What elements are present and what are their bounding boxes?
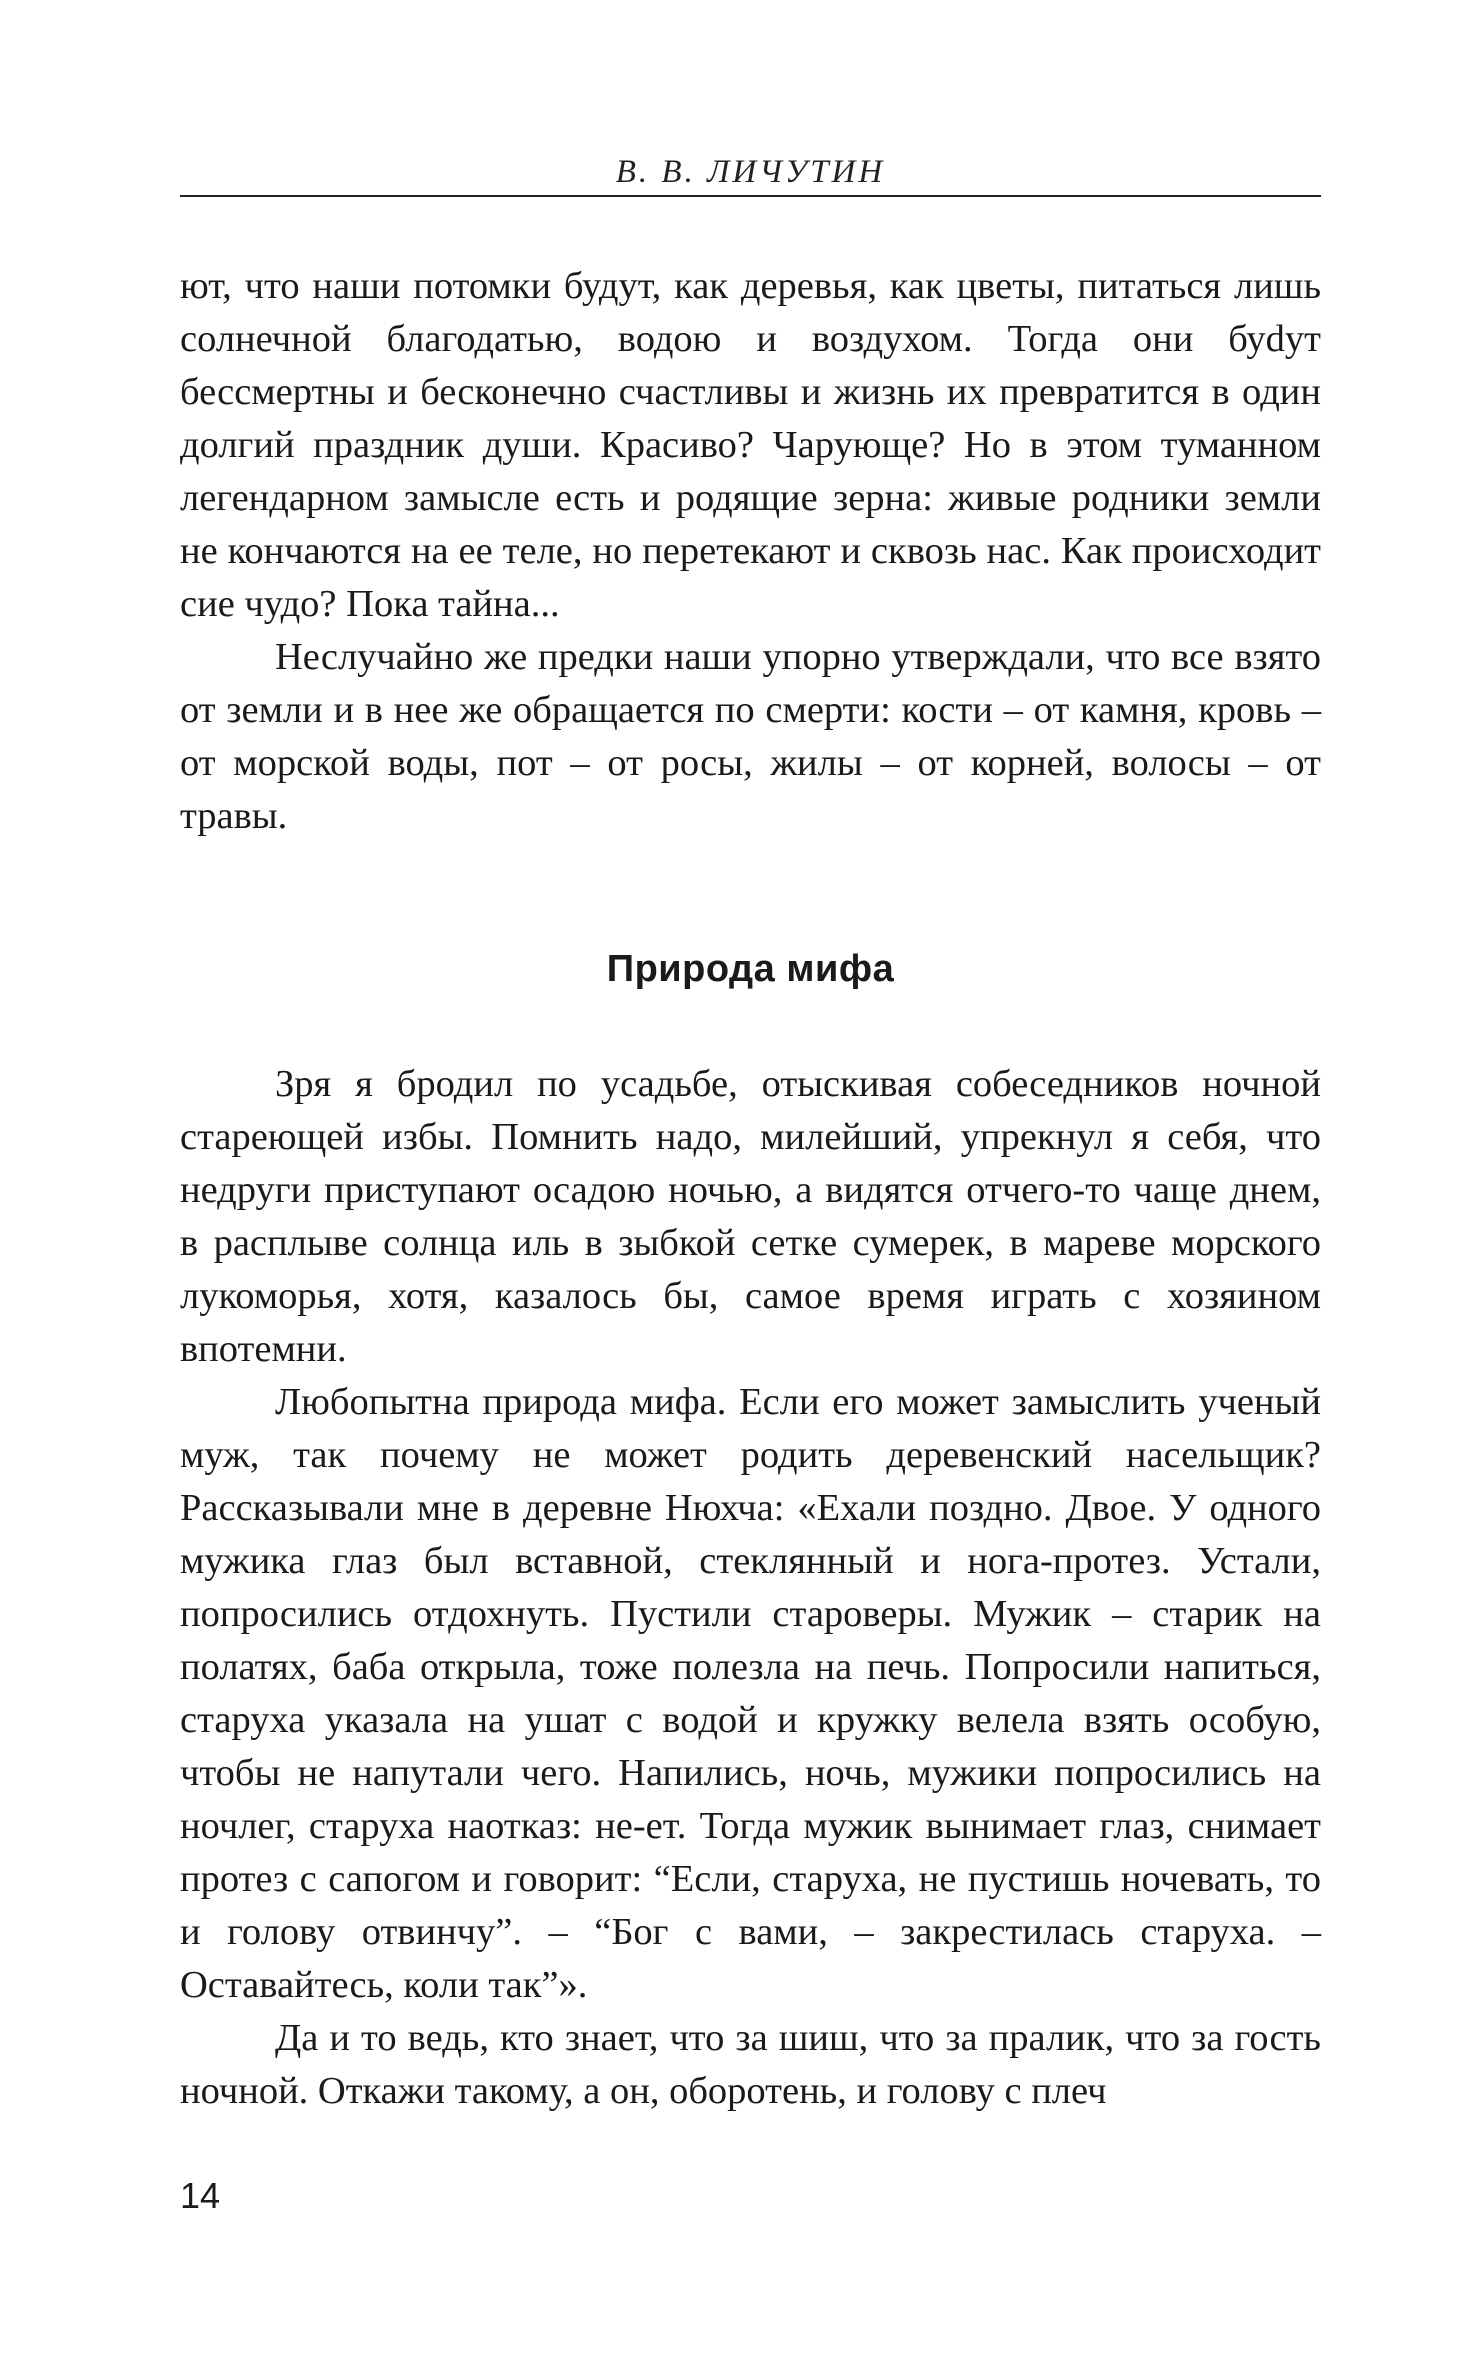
paragraph: Зря я бродил по усадьбе, отыскивая собеседников ночной стареющей избы. Помнить надо, милейший, упрекнул я себя, что недруги приступают осадою ночью, а видятся отчего-то чаще днем, в расплыве солнца иль в зыбкой сетке сумерек, в мареве морского лукоморья, хотя, казалось бы, самое время играть с хозяином впотемни. <box>180 1063 1321 1370</box>
text-block-section <box>180 1058 1321 2118</box>
paragraph: Любопытна природа мифа. Если его может замыслить ученый муж, так почему не может родить деревенский насельщик? Рассказывали мне в деревне Нюхча: «Ехали поздно. Двое. У одного мужика глаз был вставной, стеклянный и нога-протез. Устали, попросились отдохнуть. Пустили староверы. Мужик – старик на полатях, баба открыла, тоже полезла на печь. Попросили напиться, старуха указала на ушат с водой и кружку велела взять особую, чтобы не напутали чего. Напились, ночь, мужики попросились на ночлег, старуха наотказ: не-ет. Тогда мужик вынимает глаз, снимает протез с сапогом и говорит: “Если, старуха, не пустишь ночевать, то и голову отвинчу”. – “Бог с вами, – закрестилась старуха. – Оставайтесь, коли так”». <box>180 1381 1321 2006</box>
section-title: Природа мифа <box>606 948 895 990</box>
page-number: 14 <box>180 2175 221 2216</box>
running-head-author: В. В. ЛИЧУТИН <box>615 154 886 190</box>
header-rule <box>180 195 1321 197</box>
text-block-top <box>180 260 1321 843</box>
paragraph: Да и то ведь, кто знает, что за шиш, что за пралик, что за гость ночной. Откажи такому, а он, оборотень, и голову с плеч <box>180 2017 1321 2112</box>
paragraph-continuation: ют, что наши потомки будут, как деревья, как цветы, питаться лишь солнечной благодатью, водою и воздухом. Тогда они буdут бессмертны и бесконечно счастливы и жизнь их превратится в один долгий праздник души. Красиво? Чарующе? Но в этом туманном легендарном замысле есть и родящие зерна: живые родники земли не кончаются на ее теле, но перетекают и сквозь нас. Как происходит сие чудо? Пока тайна... <box>180 265 1321 625</box>
paragraph: Неслучайно же предки наши упорно утверждали, что все взято от земли и в нее же обращается по смерти: кости – от камня, кровь – от морской воды, пот – от росы, жилы – от корней, волосы – от травы. <box>180 636 1321 837</box>
